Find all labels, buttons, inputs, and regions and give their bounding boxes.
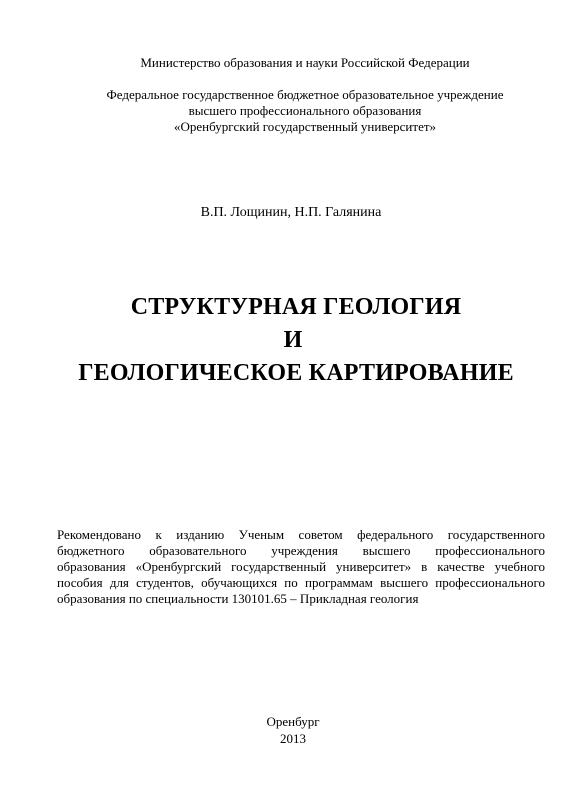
recommendation-line-3: образования «Оренбургский государственный университет» в качестве учебного xyxy=(57,559,545,574)
institution-line-1: Федеральное государственное бюджетное образовательное учреждение xyxy=(106,87,504,102)
title-line-1: СТРУКТУРНАЯ ГЕОЛОГИЯ xyxy=(130,294,462,320)
recommendation-paragraph xyxy=(57,527,545,607)
publication-city: Оренбург xyxy=(266,714,320,729)
recommendation-line-1: Рекомендовано к изданию Ученым советом федерального государственного xyxy=(57,527,545,542)
institution-line-3: «Оренбургский государственный университет» xyxy=(173,119,437,134)
authors: В.П. Лощинин, Н.П. Галянина xyxy=(200,205,382,220)
title-line-2: И xyxy=(283,327,303,353)
institution-line-2: высшего профессионального образования xyxy=(188,103,422,118)
publication-year: 2013 xyxy=(280,731,306,746)
title-line-3: ГЕОЛОГИЧЕСКОЕ КАРТИРОВАНИЕ xyxy=(78,360,514,386)
ministry-name: Министерство образования и науки Российской Федерации xyxy=(140,55,470,70)
recommendation-line-5: образования по специальности 130101.65 – Прикладная геология xyxy=(57,591,419,606)
recommendation-line-2: бюджетного образовательного учреждения высшего профессионального xyxy=(57,543,545,558)
recommendation-line-4: пособия для студентов, обучающихся по программам высшего профессионального xyxy=(57,575,545,590)
